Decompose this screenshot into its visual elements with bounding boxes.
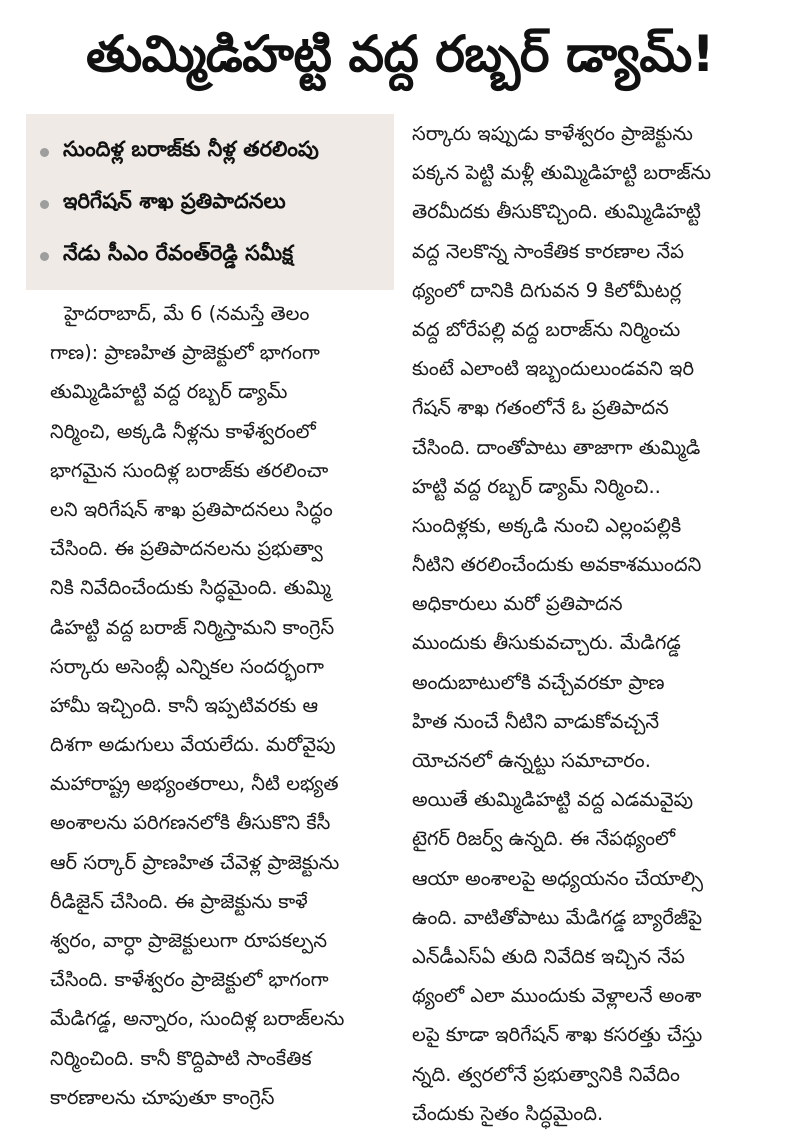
text-line: శ్వరం, వార్ధా ప్రాజెక్టులుగా రూపకల్పన [50, 929, 328, 952]
text-line: చేసింది. ఈ ప్రతిపాదనలను ప్రభుత్వా [50, 537, 323, 561]
highlight-item [32, 126, 394, 178]
text-line: నికి నివేదించేందుకు సిద్ధమైంది. తుమ్మి [50, 576, 331, 600]
text-line: లపై కూడా ఇరిగేషన్‌ శాఖ కసరత్తు చేస్తు [412, 1023, 703, 1047]
text-line: అయితే తుమ్మిడిహట్టి వద్ద ఎడమవైపు [412, 788, 694, 812]
text-line: నిర్మించి, అక్కడి నీళ్లను కాళేశ్వరంలో [50, 419, 316, 443]
highlight-text: నేడు సీఎం రేవంత్‌రెడ్డి సమీక్ష [63, 241, 294, 265]
highlight-text: సుందిళ్ల బరాజ్‌కు నీళ్ల తరలింపు [63, 137, 319, 161]
article-column-right [412, 114, 772, 1133]
text-line: థ్యంలో ఎలా ముందుకు వెళ్లాలనే అంశా [412, 984, 702, 1008]
bullet-icon [40, 252, 49, 261]
text-line: నీటిని తరలించేందుకు అవకాశముందని [412, 553, 702, 577]
text-line: మహారాష్ట్ర అభ్యంతరాలు, నీటి లభ్యత [50, 772, 339, 796]
text-line: ఆయా అంశాలపై అధ్యయనం చేయాల్సి [412, 866, 704, 890]
highlight-item [32, 230, 394, 282]
dateline-line: హైదరాబాద్‌, మే 6 (నమస్తే తెలం [64, 302, 310, 325]
text-line: వద్ద బోరేపల్లి వద్ద బరాజ్‌ను నిర్మించు [412, 317, 681, 341]
text-line: పక్కన పెట్టి మళ్లీ తుమ్మిడిహట్టి బరాజ్‌ను [412, 161, 712, 185]
highlight-item [32, 178, 394, 230]
text-line: సర్కారు ఇప్పుడు కాళేశ్వరం ప్రాజెక్టును [412, 122, 693, 145]
text-line: కారణాలను చూపుతూ కాంగ్రెస్‌ [50, 1085, 275, 1109]
text-line: భాగమైన సుందిళ్ల బరాజ్‌కు తరలించా [50, 458, 329, 482]
text-line: గేషన్‌ శాఖ గతంలోనే ఓ ప్రతిపాదన [412, 396, 669, 420]
text-line: థ్యంలో దానికి దిగువన 9 కిలోమీటర్ల [412, 278, 682, 302]
text-line: ఆర్‌ సర్కార్‌ ప్రాణహిత చేవెళ్ల ప్రాజెక్టును [50, 850, 340, 874]
highlight-text: ఇరిగేషన్‌ శాఖ ప్రతిపాదనలు [63, 189, 286, 213]
text-line: చేసింది. దాంతోపాటు తాజాగా తుమ్మిడి [412, 435, 701, 459]
text-line: రీడిజైన్‌ చేసింది. ఈ ప్రాజెక్టును కాళే [50, 889, 308, 913]
text-line: సుందిళ్లకు, అక్కడి నుంచి ఎల్లంపల్లికి [412, 513, 682, 537]
text-line: చేందుకు సైతం సిద్ధమైంది. [412, 1101, 604, 1125]
bullet-icon [40, 148, 49, 157]
text-line: హిత నుంచే నీటిని వాడుకోవచ్చనే [412, 709, 660, 733]
text-line: దిశగా అడుగులు వేయలేదు. మరోవైపు [50, 733, 336, 757]
text-line: ఎన్‌డీఎస్‌ఏ తుది నివేదిక ఇచ్చిన నేప [412, 944, 685, 968]
bullet-icon [40, 200, 49, 209]
text-line: న్నది. త్వరలోనే ప్రభుత్వానికి నివేదిం [412, 1062, 680, 1086]
text-line: అధికారులు మరో ప్రతిపాదన [412, 592, 623, 616]
text-line: హామీ ఇచ్చింది. కానీ ఇప్పటివరకు ఆ [50, 693, 319, 717]
text-line: చేసింది. కాళేశ్వరం ప్రాజెక్టులో భాగంగా [50, 968, 329, 992]
text-line: తెరమీదకు తీసుకొచ్చింది. తుమ్మిడిహట్టి [412, 200, 701, 224]
article-column-left [50, 294, 384, 1117]
text-line: డిహట్టి వద్ద బరాజ్‌ నిర్మిస్తామని కాంగ్రెస్‌ [50, 615, 335, 639]
text-line: ఉంది. వాటితోపాటు మేడిగడ్డ బ్యారేజీపై [412, 905, 703, 929]
text-line: తుమ్మిడిహట్టి వద్ద రబ్బర్‌ డ్యామ్‌ [50, 380, 288, 404]
text-line: సర్కారు అసెంబ్లీ ఎన్నికల సందర్భంగా [50, 654, 324, 678]
text-line: అందుబాటులోకి వచ్చేవరకూ ప్రాణ [412, 670, 665, 694]
text-line: వద్ద నెలకొన్న సాంకేతిక కారణాల నేప [412, 239, 684, 263]
text-line: కుంటే ఎలాంటి ఇబ్బందులుండవని ఇరి [412, 357, 695, 381]
text-line: గాణ): ప్రాణహిత ప్రాజెక్టులో భాగంగా [50, 341, 320, 365]
text-line: అంశాలను పరిగణనలోకి తీసుకొని కేసీ [50, 811, 331, 835]
text-line: నిర్మించింది. కానీ కొద్దిపాటి సాంకేతిక [50, 1046, 312, 1070]
highlights-box [26, 114, 394, 290]
text-line: లని ఇరిగేషన్‌ శాఖ ప్రతిపాదనలు సిద్ధం [50, 497, 333, 521]
text-line: యోచనలో ఉన్నట్టు సమాచారం. [412, 749, 651, 772]
headline: తుమ్మిడిహట్టి వద్ద రబ్బర్‌ డ్యామ్‌! [85, 25, 715, 83]
text-line: టైగర్‌ రిజర్వ్‌ ఉన్నది. ఈ నేపథ్యంలో [412, 827, 676, 851]
text-line: ముందుకు తీసుకువచ్చారు. మేడిగడ్డ [412, 631, 681, 655]
text-line: హట్టి వద్ద రబ్బర్‌ డ్యామ్‌ నిర్మించి.. [412, 474, 661, 498]
text-line: మేడిగడ్డ, అన్నారం, సుందిళ్ల బరాజ్‌లను [50, 1007, 345, 1031]
